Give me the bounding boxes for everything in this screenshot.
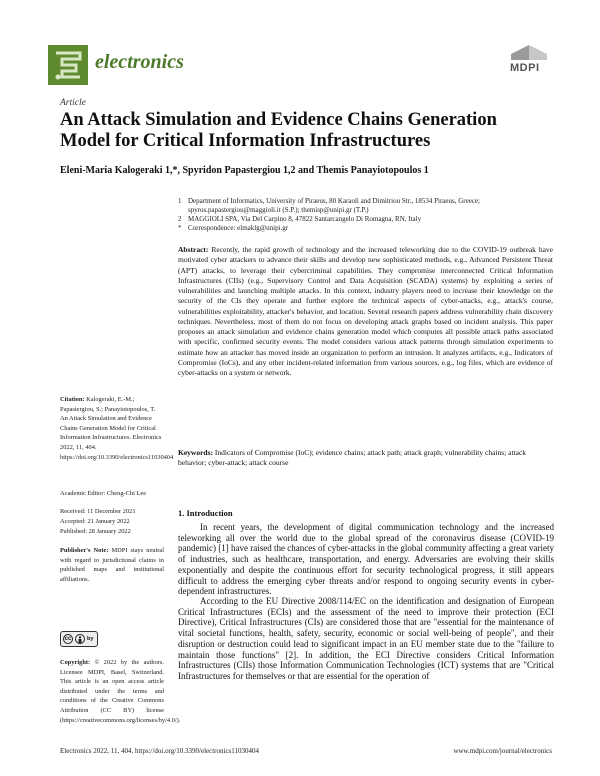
paper-title: An Attack Simulation and Evidence Chains Generation Model for Critical Information Infrastructures [60,110,497,151]
publisher-note-text: MDPI stays neutral with regard to jurisdictional claims in published maps and institutional affiliations. [60,547,164,583]
cc-license-badge[interactable] [60,631,98,647]
cc-by-label: by [87,636,94,642]
citation-text[interactable]: Kalogeraki, E.-M.; Papastergiou, S.; Panayiotopoulos, T. An Attack Simulation and Evidence Chains Generation Model for Critical Information Infrastructures. Electronics 2022, 11, 404. https://doi.org/10.3390/electronics11030404 [60,396,174,461]
journal-logo-icon [48,45,88,85]
affiliation-1-emails: spyros.papastergiou@maggioli.it (S.P.); themisp@unipi.gr (T.P.) [188,206,369,214]
publisher-name: MDPI [510,62,540,74]
abstract-label: Abstract: [178,245,209,254]
footer-journal-url[interactable]: www.mdpi.com/journal/electronics [453,747,552,755]
copyright-label: Copyright: [60,659,91,666]
paragraph-1: In recent years, the development of digital communication technology and the increased teleworking all over the world due to the global spread of the coronavirus disease (COVID-19 pandemic) [1] have raised the chances of cyber-attacks in the global community affecting a great variety of industries, such as healthcare, transportation, and energy. Adversaries are evolving their skills exponentially and despite the continuous effort for security technological progress, it still appears difficult to address the emerging cyber threats and/or respond to ongoing security events in cyber-dependent infrastructures. [178,522,554,597]
article-type: Article [60,98,86,108]
keywords-label: Keywords: [178,448,213,457]
publisher-note [60,546,164,584]
keywords-text: Indicators of Compromise (IoC); evidence chains; attack path; attack graph; vulnerability chains; attack behavior; cyber-attack; attack course [178,448,527,468]
received-date: Received: 11 December 2021 [60,508,136,515]
cc-icon: cc [64,636,72,642]
author-list: Eleni-Maria Kalogeraki 1,*, Spyridon Papastergiou 1,2 and Themis Panayiotopoulos 1 [60,165,429,176]
copyright-text: © 2022 by the authors. Licensee MDPI, Basel, Switzerland. This article is an open access article distributed under the terms and conditions of the Creative Commons Attribution (CC BY) license (https://creativecommons.org/licenses/by/4.0/). [60,659,181,724]
keywords [178,448,553,469]
journal-name: electronics [95,51,184,73]
abstract [178,245,553,378]
published-date: Published: 28 January 2022 [60,528,131,535]
citation-block [60,395,174,462]
paragraph-2: According to the EU Directive 2008/114/EC on the identification and designation of European Critical Infrastructures (ECIs) and the assessment of the need to improve their protection (ECI Directive), Critical Infrastructures (CIs) are considered those that are "essential for the maintenance of vital societal functions, health, safety, security, economic or social well-being of people", and their disruption or destruction could lead to significant impact in an EU member state due to the "failure to maintain those functions" [2]. In addition, the ECI Directive considers Critical Information Infrastructures (CIIs) those Information Communication Technologies (ICT) systems that are "Critical Infrastructures for themselves or that are essential for the operation of [178,596,554,681]
publisher-note-label: Publisher's Note: [60,547,109,554]
section-heading: 1. Introduction [178,508,233,518]
accepted-date: Accepted: 21 January 2022 [60,518,130,525]
footer-citation[interactable]: Electronics 2022, 11, 404. https://doi.org/10.3390/electronics11030404 [60,747,260,755]
academic-editor: Academic Editor: Cheng-Chi Lee [60,490,147,497]
citation-label: Citation: [60,396,85,403]
abstract-text: Recently, the rapid growth of technology and the increased teleworking due to the COVID-19 outbreak have motivated cyber attackers to advance their skills and develop new sophisticated methods, e.g., Advanced Persistent Threat (APT) attacks, to leverage their cybercriminal capabilities. They compromise interconnected Critical Information Infrastructures (CIIs) (e.g., Supervisory Control and Data Acquisition (SCADA) systems) by exploiting a series of vulnerabilities and launching multiple attacks. In this context, industry players need to increase their knowledge on the security of the CIs they operate and further explore the technical aspects of cyber-attacks, e.g., attack's course, vulnerabilities exploitability, attacker's behavior, and location. Several research papers address vulnerability chain discovery techniques. Nevertheless, most of them do not focus on developing attack graphs based on incident analysis. This paper proposes an attack simulation and evidence chains generation model which computes all possible attack paths associated with specific, confirmed security events. The model considers various attack patterns through simulation experiments to estimate how an attacker has moved inside an organization to perform an intrusion. It analyzes artifacts, e.g., Indicators of Compromise (IoCs), and any other incident-related information from various sources, e.g., log files, which are evidence of cyber-attacks on a system or network. [178,245,554,377]
affiliation-2: 2 MAGGIOLI SPA, Via Del Carpino 8, 47822 Santarcangelo Di Romagna, RN, Italy [178,215,422,223]
copyright-notice [60,658,181,725]
affiliation-1: 1 Department of Informatics, University of Piraeus, 80 Karaoli and Dimitriou Str., 18534 Piraeus, Greece; [178,197,480,205]
correspondence: * Correspondence: elmaklg@unipi.gr [178,224,289,232]
person-icon [75,634,85,644]
